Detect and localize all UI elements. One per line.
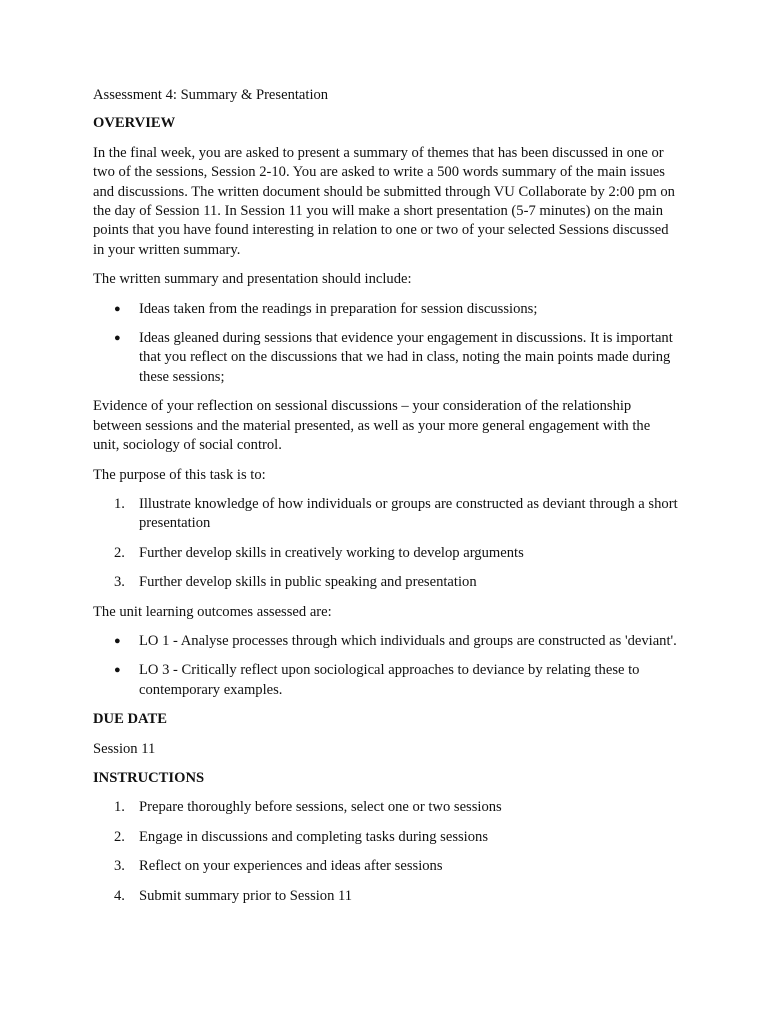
list-item	[114, 329, 678, 387]
list-number: 2.	[114, 828, 125, 845]
list-item	[114, 495, 678, 534]
document-page	[93, 86, 678, 916]
list-item-text: Further develop skills in public speaking and presentation	[139, 574, 477, 591]
list-item-text: Further develop skills in creatively working to develop arguments	[139, 544, 524, 561]
list-number: 1.	[114, 495, 125, 512]
list-item-text: Reflect on your experiences and ideas after sessions	[139, 858, 443, 875]
list-number: 2.	[114, 544, 125, 561]
list-item	[114, 798, 678, 817]
outcomes-list	[93, 632, 678, 700]
purpose-intro: The purpose of this task is to:	[93, 466, 266, 483]
bullet-icon: ●	[114, 332, 121, 345]
include-list	[93, 300, 678, 388]
instructions-list	[93, 798, 678, 906]
bullet-icon: ●	[114, 634, 121, 647]
document-title: Assessment 4: Summary & Presentation	[93, 87, 329, 103]
list-item	[114, 828, 678, 847]
evidence-paragraph: Evidence of your reflection on sessional discussions – your consideration of the relationship between sessions and the material presented, as well as your more general engagement with the unit, sociology of social control.	[93, 398, 651, 454]
list-item-text: Illustrate knowledge of how individuals or groups are constructed as deviant through a short presentation	[139, 495, 678, 532]
list-item	[114, 632, 678, 651]
list-item	[114, 661, 678, 700]
list-item-text: Engage in discussions and completing tasks during sessions	[139, 828, 489, 845]
list-item-text: LO 3 - Critically reflect upon sociological approaches to deviance by relating these to contemporary examples.	[139, 662, 640, 698]
list-item-text: LO 1 - Analyse processes through which individuals and groups are constructed as 'deviant'.	[139, 632, 677, 649]
due-date-heading: DUE DATE	[93, 711, 167, 728]
overview-heading: OVERVIEW	[93, 115, 176, 132]
due-date-value: Session 11	[93, 740, 156, 757]
list-item-text: Prepare thoroughly before sessions, select one or two sessions	[139, 799, 502, 816]
purpose-list	[93, 495, 678, 593]
list-item	[114, 887, 678, 906]
list-number: 3.	[114, 574, 125, 591]
bullet-icon: ●	[114, 302, 121, 315]
list-item-text: Ideas taken from the readings in preparation for session discussions;	[139, 300, 538, 317]
list-item	[114, 573, 678, 592]
list-item	[114, 857, 678, 876]
list-item-text: Ideas gleaned during sessions that evidence your engagement in discussions. It is important that you reflect on the discussions that we had in class, noting the main points made during these sessions;	[139, 330, 673, 385]
list-item	[114, 544, 678, 563]
list-number: 3.	[114, 858, 125, 875]
instructions-heading: INSTRUCTIONS	[93, 769, 205, 786]
list-item-text: Submit summary prior to Session 11	[139, 887, 353, 904]
list-number: 1.	[114, 799, 125, 816]
list-number: 4.	[114, 887, 125, 904]
include-intro: The written summary and presentation should include:	[93, 271, 412, 288]
bullet-icon: ●	[114, 664, 121, 677]
list-item	[114, 300, 678, 319]
outcomes-intro: The unit learning outcomes assessed are:	[93, 603, 332, 620]
overview-paragraph: In the final week, you are asked to present a summary of themes that has been discussed in one or two of the sessions, Session 2-10. You are asked to write a 500 words summary of the main issues and discussions. The written document should be submitted through VU Collaborate by 2:00 pm on the day of Session 11. In Session 11 you will make a short presentation (5-7 minutes) on the main points that you have found interesting in relation to one or two of your selected Sessions discussed in your written summary.	[93, 144, 675, 258]
